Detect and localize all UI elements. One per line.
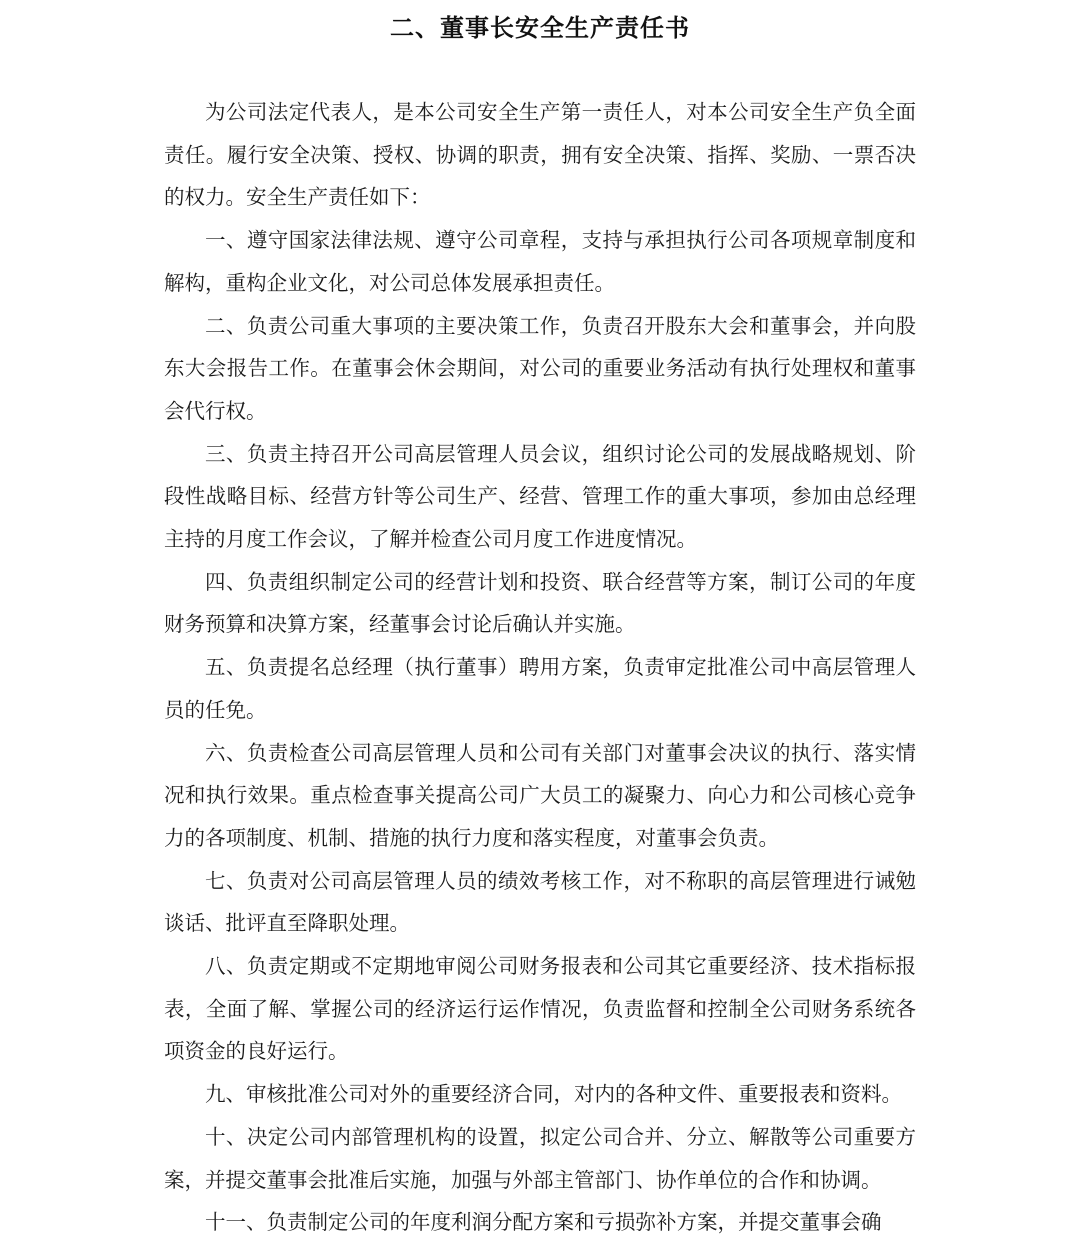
paragraph-item-7: 七、负责对公司高层管理人员的绩效考核工作，对不称职的高层管理进行诫勉谈话、批评直至降职处理。 (164, 868, 916, 936)
document-body (164, 91, 916, 1244)
paragraph-item-1: 一、遵守国家法律法规、遵守公司章程，支持与承担执行公司各项规章制度和解构，重构企业文化，对公司总体发展承担责任。 (164, 228, 916, 295)
paragraph-item-11: 十一、负责制定公司的年度利润分配方案和亏损弥补方案，并提交董事会确 (205, 1210, 882, 1235)
paragraph-item-5: 五、负责提名总经理（执行董事）聘用方案，负责审定批准公司中高层管理人员的任免。 (164, 655, 916, 722)
paragraph-item-3: 三、负责主持召开公司高层管理人员会议，组织讨论公司的发展战略规划、阶段性战略目标、经营方针等公司生产、经营、管理工作的重大事项，参加由总经理主持的月度工作会议，了解并检查公司月度工作进度情况。 (164, 441, 916, 552)
paragraph-item-2: 二、负责公司重大事项的主要决策工作，负责召开股东大会和董事会，并向股东大会报告工作。在董事会休会期间，对公司的重要业务活动有执行处理权和董事会代行权。 (164, 313, 916, 423)
document-title: 二、董事长安全生产责任书 (390, 13, 690, 42)
paragraph-item-6: 六、负责检查公司高层管理人员和公司有关部门对董事会决议的执行、落实情况和执行效果。重点检查事关提高公司广大员工的凝聚力、向心力和公司核心竞争力的各项制度、机制、措施的执行力度和落实程度，对董事会负责。 (164, 740, 916, 850)
paragraph-item-10: 十、决定公司内部管理机构的设置，拟定公司合并、分立、解散等公司重要方案，并提交董事会批准后实施，加强与外部主管部门、协作单位的合作和协调。 (164, 1124, 916, 1192)
document-page (164, 0, 916, 1244)
paragraph-item-4: 四、负责组织制定公司的经营计划和投资、联合经营等方案，制订公司的年度财务预算和决算方案，经董事会讨论后确认并实施。 (164, 569, 916, 637)
paragraph-intro: 为公司法定代表人，是本公司安全生产第一责任人，对本公司安全生产负全面责任。履行安全决策、授权、协调的职责，拥有安全决策、指挥、奖励、一票否决的权力。安全生产责任如下： (164, 100, 916, 210)
paragraph-item-8: 八、负责定期或不定期地审阅公司财务报表和公司其它重要经济、技术指标报表，全面了解、掌握公司的经济运行运作情况，负责监督和控制全公司财务系统各项资金的良好运行。 (164, 954, 916, 1064)
paragraph-item-9: 九、审核批准公司对外的重要经济合同，对内的各种文件、重要报表和资料。 (205, 1082, 902, 1107)
